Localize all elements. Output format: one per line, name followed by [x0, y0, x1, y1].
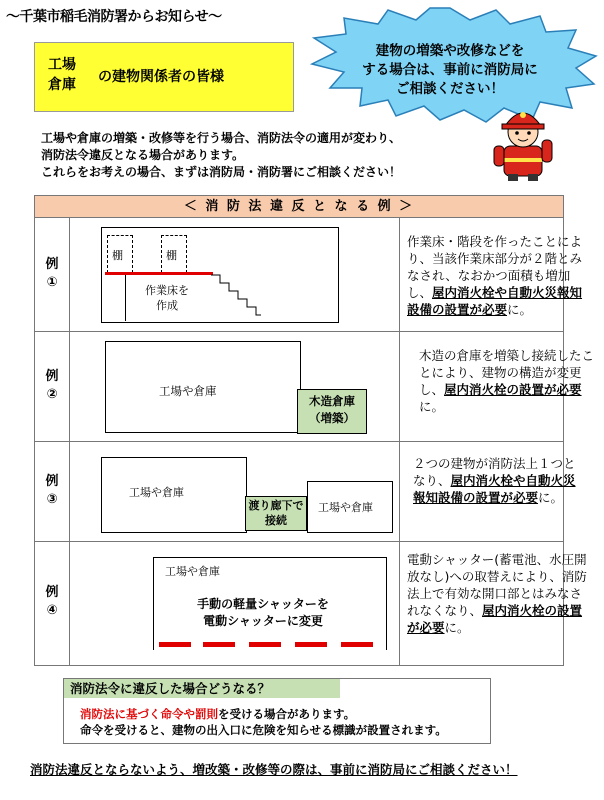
consequence-text [80, 706, 447, 738]
example-label [35, 217, 70, 331]
example-diagram-4 [69, 541, 400, 665]
target-warehouse: 倉庫 [48, 77, 76, 93]
example-label-text: 例 [45, 585, 59, 600]
desc-end: に。 [444, 620, 470, 635]
stairs-icon [211, 274, 261, 322]
example-diagram-1 [69, 217, 400, 331]
example-description-3 [413, 455, 585, 506]
example-row-2 [34, 331, 595, 442]
bubble-line-1: 建物の増築や改修などを [375, 43, 525, 59]
target-factory: 工場 [48, 57, 76, 73]
firefighter-mascot-icon [488, 100, 558, 182]
example-row-4 [34, 541, 587, 666]
shutter-change-note [163, 596, 363, 630]
bubble-line-3: ご相談ください！ [396, 81, 504, 97]
violation-examples-heading: ＜ 消 防 法 違 反 と な る 例 ＞ [34, 195, 564, 218]
work-floor-line-2: 作成 [156, 299, 178, 312]
work-floor-line-1: 作業床を [145, 284, 189, 297]
desc-plain: 電動シャッター(蓄電池、水圧開放なし)への取替えにより、消防法上で有効な開口部とはみなされなくなり、 [407, 552, 587, 618]
shutter-1 [159, 642, 191, 647]
intro-line-2: 消防法令違反となる場合があります。 [41, 148, 245, 162]
penalty-text: 消防法に基づく命令や罰則 [80, 707, 218, 721]
shutter-note-line-2: 電動シャッターに変更 [203, 614, 323, 628]
corridor-line-1: 渡り廊下で [248, 499, 304, 512]
desc-plain: ２つの建物が消防法上１つとなり、 [413, 456, 576, 488]
intro-text [41, 130, 481, 181]
mezzanine-floor-line [105, 272, 213, 275]
example-description-2 [419, 347, 599, 415]
example-label [35, 541, 70, 665]
shutter-2 [203, 642, 235, 647]
desc-plain: 作業床・階段を作ったことにより、当該作業床部分が２階とみなされ、なおかつ面積も増加し、 [407, 234, 583, 300]
example-description-1 [407, 233, 593, 318]
target-audience-suffix: の建物関係者の皆様 [98, 69, 224, 85]
corridor-box [245, 496, 307, 531]
left-building-label: 工場や倉庫 [129, 486, 184, 499]
example-label-text: 例 [45, 369, 59, 384]
page-title: ～千葉市稲毛消防署からお知らせ～ [6, 9, 222, 25]
shutter-3 [249, 642, 281, 647]
shutter-5 [341, 642, 373, 647]
wooden-extension-box [297, 389, 367, 434]
speech-bubble-text [330, 42, 570, 99]
desc-required: 屋内消火栓や自動火災報知設備の設置が必要 [413, 473, 576, 505]
consequence-heading: 消防法令に違反した場合どうなる？ [64, 679, 340, 698]
example-diagram-2 [69, 331, 400, 441]
main-building-label: 工場や倉庫 [159, 384, 217, 398]
intro-line-1: 工場や倉庫の増築・改修等を行う場合、消防法令の適用が変わり、 [41, 131, 402, 145]
example-description-4 [407, 551, 589, 636]
example-row-3 [34, 441, 576, 542]
shutter-4 [295, 642, 327, 647]
shelf-2-label: 棚 [166, 249, 177, 262]
main-building-label: 工場や倉庫 [165, 565, 220, 578]
bubble-line-2: する場合は、事前に消防局に [362, 62, 538, 78]
example-number: ④ [46, 603, 58, 618]
extension-line-2: （増築） [309, 411, 355, 425]
extension-line-1: 木造倉庫 [309, 394, 355, 408]
desc-end: に。 [419, 399, 445, 414]
example-diagram-3 [69, 441, 400, 541]
work-floor-label [127, 283, 207, 313]
example-number: ③ [46, 492, 58, 507]
desc-required: 屋内消火栓や自動火災報知設備の設置が必要 [407, 285, 583, 317]
footer-message: 消防法違反とならないよう、増改築・改修等の際は、事前に消防局にご相談ください！ [30, 762, 518, 777]
desc-end: に。 [507, 302, 533, 317]
desc-plain: 木造の倉庫を増築し接続したことにより、建物の構造が変更し、 [419, 348, 595, 397]
desc-required: 屋内消火栓の設置が必要 [407, 603, 583, 635]
desc-required: 屋内消火栓の設置が必要 [444, 382, 582, 397]
consequence-line-1-rest: を受ける場合があります。 [218, 707, 356, 721]
corridor-line-2: 接続 [265, 514, 287, 527]
example-label [35, 441, 70, 541]
right-building-label: 工場や倉庫 [318, 501, 373, 514]
intro-line-3: これらをお考えの場合、まずは消防局・消防署にご相談ください！ [41, 165, 402, 179]
example-label [35, 331, 70, 441]
desc-end: に。 [538, 490, 564, 505]
shelf-1-label: 棚 [112, 249, 123, 262]
example-label-text: 例 [45, 474, 59, 489]
shutter-note-line-1: 手動の軽量シャッターを [197, 597, 329, 611]
example-number: ② [46, 387, 58, 402]
floor-support [125, 275, 126, 321]
example-label-text: 例 [45, 257, 59, 272]
example-row-1 [34, 217, 583, 332]
consequence-line-2: 命令を受けると、建物の出入口に危険を知らせる標識が設置されます。 [80, 723, 447, 737]
consequence-line-1 [80, 706, 447, 722]
example-number: ① [46, 275, 58, 290]
target-audience-types [48, 55, 76, 95]
